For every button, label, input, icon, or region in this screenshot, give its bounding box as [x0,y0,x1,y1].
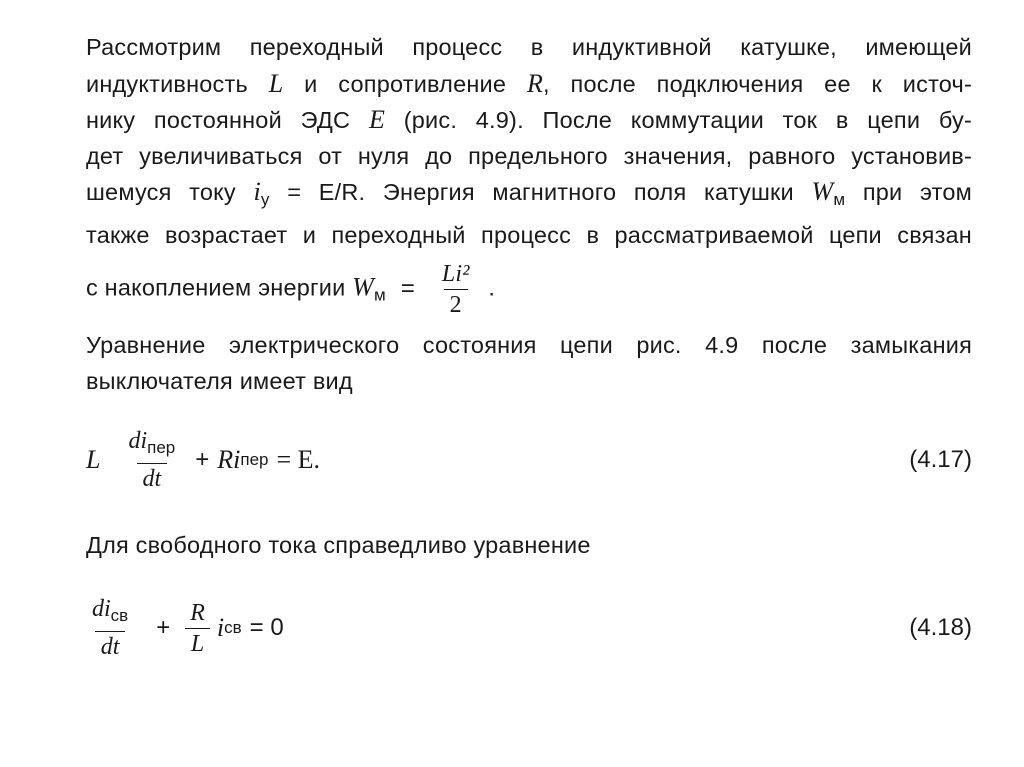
equation-4-17: L $\frac{di_{пер}}{dt}$ + Ri пер = E. (4.17) [86,428,972,492]
text-line-8: Уравнение электрического состояния цепи рис. 4.9 после замыкания [86,332,972,358]
paragraph-state-equation [86,328,972,399]
text-line-7: с накоплением энергии $W_м$ = $\frac{\text{Li²}}{2}$ . [86,261,496,318]
r-over-l-fraction: $\frac{R}{L}$ [184,598,211,659]
text-line-10: Для свободного тока справедливо уравнение [86,532,591,558]
text-line-5: шемуся току $i_у = E/R$. Энергия магнитного поля катушки $W_м$ при этом [86,177,972,209]
energy-fraction: $\frac{\text{Li²}}{2}$ [441,261,470,318]
text-line-9: выключателя имеет вид [86,367,353,394]
paragraph-free-current [86,528,972,564]
text-line-1: Рассмотрим переходный процесс в индуктивной катушке, имеющей [86,34,972,60]
text-line-6: также возрастает и переходный процесс в рассматриваемой цепи связан [86,221,972,248]
equation-number: (4.17) [909,446,972,473]
text-line-3: нику постоянной ЭДС E (рис. 4.9). После коммутации ток в цепи бу- [86,105,972,134]
text-line-2: индуктивность L и сопротивление R, после подключения ее к источ- [86,68,973,98]
derivative-fraction: $\frac{di_{св}}{dt}$ [92,596,129,660]
derivative-fraction: $\frac{di_{пер}}{dt}$ [128,428,176,492]
paragraph-intro [86,30,972,320]
equation-4-18: $\frac{di_{св}}{dt}$ + $\frac{R}{L}$ i св = 0 (4.18) [86,588,972,668]
equation-number: (4.18) [909,614,972,641]
text-line-4: дет увеличиваться от нуля до предельного значения, равного установив- [86,142,972,169]
